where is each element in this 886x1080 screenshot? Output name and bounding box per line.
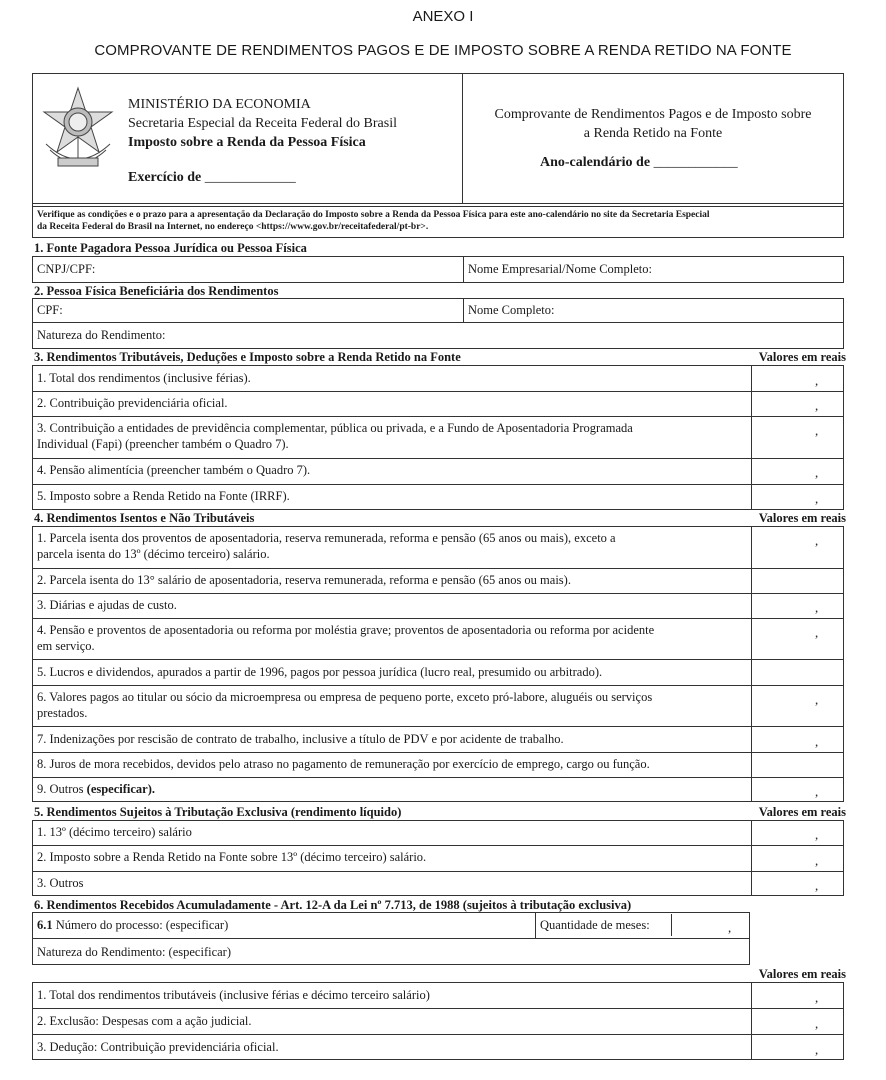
s6-process-label: Número do processo: (especificar) xyxy=(55,918,229,932)
s2-cpf-field[interactable]: CPF: xyxy=(37,303,63,317)
s3-row2: 2. Contribuição previdenciária oficial. xyxy=(37,396,228,410)
s3-row3a: 3. Contribuição a entidades de previdência complementar, pública ou privada, e a Fundo de Aposentadoria Programada xyxy=(37,421,633,435)
s3-title: 3. Rendimentos Tributáveis, Deduções e Imposto sobre a Renda Retido na Fonte xyxy=(34,350,461,364)
s4-line6 xyxy=(32,726,844,727)
s6-value2[interactable]: , xyxy=(815,1016,819,1031)
s4-row4b: em serviço. xyxy=(37,639,95,653)
s6-value1[interactable]: , xyxy=(815,990,819,1005)
s2-row-line xyxy=(32,322,844,323)
s3-row1: 1. Total dos rendimentos (inclusive férias). xyxy=(37,371,251,385)
exercise-label-text: Exercício de xyxy=(128,170,202,185)
s1-box xyxy=(32,256,844,283)
s4-row9 xyxy=(37,782,155,797)
s6-process-field[interactable] xyxy=(37,918,228,933)
s5-values-header: Valores em reais xyxy=(758,805,846,819)
s3-row3b: Individual (Fapi) (preencher também o Quadro 7). xyxy=(37,437,289,451)
s3-value3[interactable]: , xyxy=(815,423,819,438)
right-title-line1: Comprovante de Rendimentos Pagos e de Imposto sobre xyxy=(494,107,812,122)
s6-months-divider xyxy=(535,912,536,938)
s6-nature-field[interactable]: Natureza do Rendimento: (especificar) xyxy=(37,945,232,959)
s5-row3: 3. Outros xyxy=(37,876,84,890)
s4-row6b: prestados. xyxy=(37,706,88,720)
page-title: COMPROVANTE DE RENDIMENTOS PAGOS E DE IMPOSTO SOBRE A RENDA RETIDO NA FONTE xyxy=(94,42,792,59)
s4-row6a: 6. Valores pagos ao titular ou sócio da microempresa ou empresa de pequeno porte, exceto pró-labore, aluguéis ou serviços xyxy=(37,690,653,704)
s4-value4[interactable]: , xyxy=(815,625,819,640)
s4-row8: 8. Juros de mora recebidos, devidos pelo atraso no pagamento de remuneração por exercício de emprego, cargo ou função. xyxy=(37,757,650,771)
s5-value3[interactable]: , xyxy=(815,878,819,893)
s3-line4 xyxy=(32,484,844,485)
exercise-blank[interactable]: _____________ xyxy=(204,170,296,185)
s4-row4a: 4. Pensão e proventos de aposentadoria ou reforma por moléstia grave; proventos de aposentadoria ou reforma por acidente xyxy=(37,623,655,637)
s1-name-field[interactable]: Nome Empresarial/Nome Completo: xyxy=(468,262,652,276)
s3-values-header: Valores em reais xyxy=(758,350,846,364)
s5-title: 5. Rendimentos Sujeitos à Tributação Exclusiva (rendimento líquido) xyxy=(34,805,402,819)
s6-row1: 1. Total dos rendimentos tributáveis (inclusive férias e décimo terceiro salário) xyxy=(37,988,430,1002)
s6-process-number: 6.1 xyxy=(37,918,53,932)
s1-cnpj-field[interactable]: CNPJ/CPF: xyxy=(37,262,96,276)
s4-row9-specify: (especificar). xyxy=(86,782,156,796)
year-label xyxy=(540,154,738,171)
s4-row2: 2. Parcela isenta do 13° salário de aposentadoria, reserva remunerada, reforma e pensão (65 anos ou mais). xyxy=(37,573,571,587)
s3-value4[interactable]: , xyxy=(815,465,819,480)
s3-value2[interactable]: , xyxy=(815,398,819,413)
s4-row1b: parcela isenta do 13º (décimo terceiro) salário. xyxy=(37,547,270,561)
s6-title: 6. Rendimentos Recebidos Acumuladamente - Art. 12-A da Lei nº 7.713, de 1988 (sujeitos à tributação exclusiva) xyxy=(34,898,632,912)
s4-line3 xyxy=(32,618,844,619)
year-blank[interactable]: ____________ xyxy=(653,155,738,170)
s1-title: 1. Fonte Pagadora Pessoa Jurídica ou Pessoa Física xyxy=(34,241,307,255)
s4-title: 4. Rendimentos Isentos e Não Tributáveis xyxy=(34,511,255,525)
s6-line1 xyxy=(32,1008,844,1009)
secretariat-name: Secretaria Especial da Receita Federal do Brasil xyxy=(128,116,397,131)
s3-value5[interactable]: , xyxy=(815,491,819,506)
s6-months-value-divider xyxy=(671,914,672,936)
s3-line2 xyxy=(32,416,844,417)
s4-row5: 5. Lucros e dividendos, apurados a partir de 1996, pagos por pessoa jurídica (lucro real, presumido ou arbitrado). xyxy=(37,665,603,679)
s3-row4: 4. Pensão alimentícia (preencher também o Quadro 7). xyxy=(37,463,311,477)
s6-value3[interactable]: , xyxy=(815,1042,819,1057)
s4-line4 xyxy=(32,659,844,660)
s5-row2: 2. Imposto sobre a Renda Retido na Fonte sobre 13º (décimo terceiro) salário. xyxy=(37,850,427,864)
s4-value1[interactable]: , xyxy=(815,533,819,548)
s5-row1: 1. 13º (décimo terceiro) salário xyxy=(37,825,192,839)
s6-values-header: Valores em reais xyxy=(758,967,846,981)
s4-line5 xyxy=(32,685,844,686)
s4-row7: 7. Indenizações por rescisão de contrato de trabalho, inclusive a título de PDV e por acidente de trabalho. xyxy=(37,732,564,746)
s4-line8 xyxy=(32,777,844,778)
s4-line2 xyxy=(32,593,844,594)
s4-values-header: Valores em reais xyxy=(758,511,846,525)
year-label-text: Ano-calendário de xyxy=(540,155,651,170)
s5-line2 xyxy=(32,871,844,872)
annex-label: ANEXO I xyxy=(412,8,474,25)
ministry-name: MINISTÉRIO DA ECONOMIA xyxy=(128,97,311,112)
s3-line1 xyxy=(32,391,844,392)
s6-months-value[interactable]: , xyxy=(728,920,732,935)
s6-line2 xyxy=(32,1034,844,1035)
s4-value6[interactable]: , xyxy=(815,692,819,707)
right-title-line2: a Renda Retido na Fonte xyxy=(583,126,723,141)
tax-name: Imposto sobre a Renda da Pessoa Física xyxy=(128,135,366,150)
s5-value2[interactable]: , xyxy=(815,853,819,868)
s2-title: 2. Pessoa Física Beneficiária dos Rendimentos xyxy=(34,284,279,298)
s3-line3 xyxy=(32,458,844,459)
s5-line1 xyxy=(32,845,844,846)
notice-line2: da Receita Federal do Brasil na Internet, no endereço <https://www.gov.br/receitafederal/pt-br>. xyxy=(37,222,429,232)
s2-nature-field[interactable]: Natureza do Rendimento: xyxy=(37,328,166,342)
s4-row9-label: 9. Outros xyxy=(37,782,84,796)
s2-divider xyxy=(463,298,464,322)
s4-row3: 3. Diárias e ajudas de custo. xyxy=(37,598,177,612)
coat-of-arms-icon xyxy=(36,84,120,174)
s4-value9[interactable]: , xyxy=(815,784,819,799)
s3-value-col xyxy=(751,365,752,510)
s5-value-col xyxy=(751,820,752,896)
s6-process-line xyxy=(32,938,750,939)
s3-value1[interactable]: , xyxy=(815,373,819,388)
s6-row3: 3. Dedução: Contribuição previdenciária oficial. xyxy=(37,1040,279,1054)
s6-row2: 2. Exclusão: Despesas com a ação judicial. xyxy=(37,1014,252,1028)
s4-line1 xyxy=(32,568,844,569)
s6-months-label: Quantidade de meses: xyxy=(540,918,650,932)
s6-value-col xyxy=(751,982,752,1060)
s4-value7[interactable]: , xyxy=(815,734,819,749)
s3-row5: 5. Imposto sobre a Renda Retido na Fonte (IRRF). xyxy=(37,489,290,503)
s4-value3[interactable]: , xyxy=(815,600,819,615)
s1-divider xyxy=(463,256,464,283)
notice-line1: Verifique as condições e o prazo para a apresentação da Declaração do Imposto sobre a Renda da Pessoa Física para este ano-calendário no site da Secretaria Especial xyxy=(37,210,710,220)
s4-row1a: 1. Parcela isenta dos proventos de aposentadoria, reserva remunerada, reforma e pensão (65 anos ou mais), exceto a xyxy=(37,531,616,545)
s2-name-field[interactable]: Nome Completo: xyxy=(468,303,555,317)
exercise-label xyxy=(128,169,296,186)
s5-value1[interactable]: , xyxy=(815,827,819,842)
s4-line7 xyxy=(32,752,844,753)
